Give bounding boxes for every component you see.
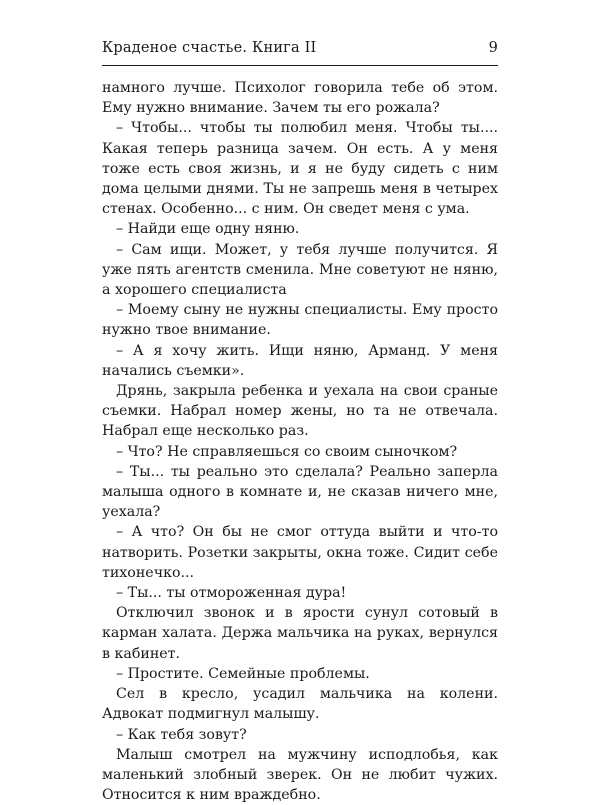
paragraph: – Как тебя зовут? — [116, 726, 247, 743]
body-text — [102, 78, 498, 805]
paragraph: – Ты... ты реально это сделала? Реально заперла малыша одного в комнате и, не сказав ничего мне, уехала? — [102, 463, 498, 521]
paragraph: – Чтобы... чтобы ты полюбил меня. Чтобы ты.... Какая теперь разница зачем. Он есть. А у меня тоже есть своя жизнь, и я не буду сидеть с ним дома целыми днями. Ты не запрешь меня в четырех стенах. Особенно... с ним. Он сведет меня с ума. — [102, 120, 498, 218]
book-title: Краденое счастье. Книга II — [102, 40, 317, 56]
paragraph: – Простите. Семейные проблемы. — [116, 665, 370, 682]
paragraph: Отключил звонок и в ярости сунул сотовый в карман халата. Держа мальчика на руках, вернулся в кабинет. — [102, 605, 498, 662]
page-number: 9 — [488, 40, 498, 56]
paragraph: – Сам ищи. Может, у тебя лучше получится. Я уже пять агентств сменила. Мне советуют не няню, а хорошего специалиста — [102, 241, 498, 299]
paragraph: Малыш смотрел на мужчину исподлобья, как маленький злобный зверек. Он не любит чужих. Относится к ним враждебно. — [102, 746, 498, 804]
paragraph: – Найди еще одну няню. — [116, 221, 300, 238]
paragraph: – А что? Он бы не смог оттуда выйти и что-то натворить. Розетки закрыты, окна тоже. Сидит себе тихонечко... — [102, 524, 498, 581]
paragraph: – Что? Не справляешься со своим сыночком? — [116, 443, 458, 460]
paragraph: намного лучше. Психолог говорила тебе об этом. Ему нужно внимание. Зачем ты его рожала? — [102, 80, 498, 117]
paragraph: Сел в кресло, усадил мальчика на колени. Адвокат подмигнул малышу. — [102, 686, 498, 723]
book-page — [102, 40, 498, 805]
running-header — [102, 40, 498, 66]
paragraph: – А я хочу жить. Ищи няню, Арманд. У меня начались съемки». — [102, 342, 498, 379]
paragraph: Дрянь, закрыла ребенка и уехала на свои сраные съемки. Набрал номер жены, но та не отвечала. Набрал еще несколько раз. — [102, 383, 498, 440]
paragraph: – Ты... ты отмороженная дура! — [116, 585, 347, 602]
paragraph: – Моему сыну не нужны специалисты. Ему просто нужно твое внимание. — [102, 302, 498, 339]
